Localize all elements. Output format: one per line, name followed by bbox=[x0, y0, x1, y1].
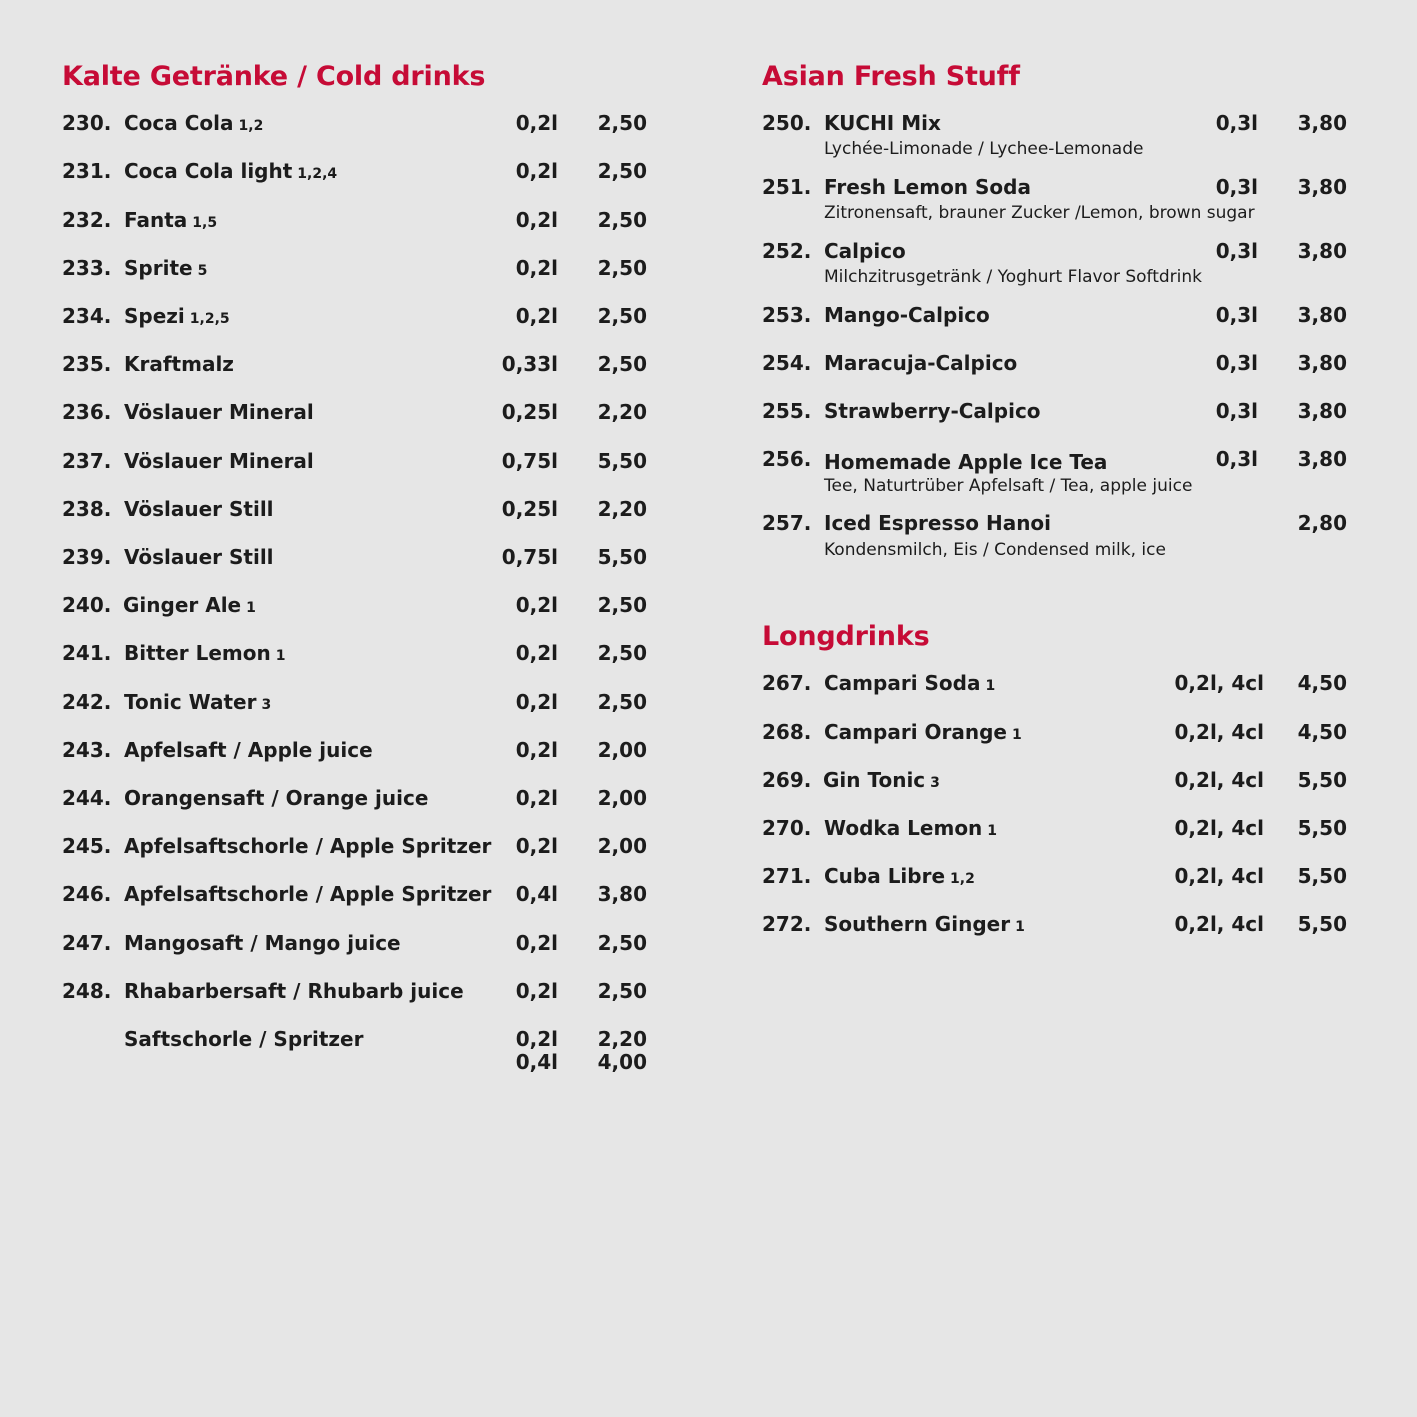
item-price: 2,20 bbox=[597, 400, 647, 424]
menu-item-246 bbox=[62, 881, 652, 907]
item-volume: 0,2l, 4cl bbox=[1174, 912, 1264, 936]
item-name: Bitter Lemon 1 bbox=[124, 641, 286, 665]
item-name: Mangosaft / Mango juice bbox=[124, 931, 401, 955]
item-number: 241. bbox=[62, 641, 112, 665]
menu-item-234 bbox=[62, 303, 652, 329]
item-name: Orangensaft / Orange juice bbox=[124, 786, 429, 810]
allergen-codes: 1 bbox=[1015, 919, 1025, 935]
allergen-codes: 3 bbox=[930, 775, 940, 791]
item-volume: 0,33l bbox=[501, 352, 558, 376]
item-volume: 0,4l bbox=[515, 882, 558, 906]
item-name: Tonic Water 3 bbox=[124, 690, 272, 714]
allergen-codes: 5 bbox=[197, 263, 208, 279]
menu-item-271 bbox=[762, 863, 1352, 889]
item-number: 251. bbox=[762, 175, 812, 199]
item-name: Sprite 5 bbox=[124, 256, 208, 280]
item-number: 248. bbox=[62, 979, 112, 1003]
item-number: 267. bbox=[762, 671, 812, 695]
item-price: 2,50 bbox=[597, 593, 647, 617]
allergen-codes: 1 bbox=[985, 678, 996, 694]
item-number: 247. bbox=[62, 931, 112, 955]
allergen-codes: 1 bbox=[987, 823, 998, 839]
item-price: 5,50 bbox=[1297, 816, 1347, 840]
item-name: Apfelsaftschorle / Apple Spritzer bbox=[124, 834, 492, 858]
item-name: Maracuja-Calpico bbox=[824, 351, 1018, 375]
menu-item-230 bbox=[62, 110, 652, 136]
item-volume: 0,2l bbox=[515, 208, 558, 232]
item-price: 2,00 bbox=[597, 786, 647, 810]
item-price: 4,50 bbox=[1297, 720, 1347, 744]
menu-item-268 bbox=[762, 719, 1352, 745]
item-volume: 0,2l, 4cl bbox=[1174, 671, 1264, 695]
item-number: 250. bbox=[762, 111, 812, 135]
item-description: Tee, Naturtrüber Apfelsaft / Tea, apple juice bbox=[824, 476, 1193, 496]
item-name: Vöslauer Still bbox=[124, 545, 274, 569]
allergen-codes: 1 bbox=[1012, 727, 1022, 743]
menu-item-269 bbox=[762, 767, 1352, 793]
item-number: 252. bbox=[762, 239, 812, 263]
item-number: 269. bbox=[762, 768, 812, 792]
item-volume: 0,2l bbox=[515, 690, 558, 714]
item-price: 3,80 bbox=[1297, 239, 1347, 263]
item-number: 238. bbox=[62, 497, 112, 521]
menu-item-248 bbox=[62, 978, 652, 1004]
menu-item-272 bbox=[762, 911, 1352, 937]
item-volume: 0,2l bbox=[515, 111, 558, 135]
allergen-codes: 1,2,5 bbox=[189, 311, 230, 327]
menu-item-233 bbox=[62, 255, 652, 281]
item-price: 2,80 bbox=[1297, 511, 1347, 535]
menu-item-232 bbox=[62, 207, 652, 233]
item-price: 2,50 bbox=[597, 931, 647, 955]
item-volume: 0,2l bbox=[515, 786, 558, 810]
menu-item-243 bbox=[62, 737, 652, 763]
item-volume: 0,25l bbox=[501, 497, 558, 521]
item-name: Vöslauer Still bbox=[124, 497, 274, 521]
item-name: Campari Soda 1 bbox=[824, 671, 996, 695]
menu-item-247 bbox=[62, 930, 652, 956]
item-name: Homemade Apple Ice Tea bbox=[824, 450, 1108, 474]
item-number: 233. bbox=[62, 256, 112, 280]
item-number: 246. bbox=[62, 882, 112, 906]
item-price: 2,00 bbox=[597, 834, 647, 858]
item-number: 232. bbox=[62, 208, 112, 232]
item-name: Saftschorle / Spritzer bbox=[124, 1027, 364, 1051]
allergen-codes: 1,2 bbox=[950, 871, 975, 887]
menu-item-267 bbox=[762, 670, 1352, 696]
cold-drinks-title: Kalte Getränke / Cold drinks bbox=[62, 61, 486, 92]
item-volume: 0,2l bbox=[515, 834, 558, 858]
item-name: Fanta 1,5 bbox=[124, 208, 218, 232]
menu-item-236 bbox=[62, 399, 652, 425]
menu-item-257 bbox=[762, 510, 1352, 536]
item-price: 3,80 bbox=[1297, 303, 1347, 327]
menu-item-242 bbox=[62, 689, 652, 715]
item-price: 2,00 bbox=[597, 738, 647, 762]
item-name: Vöslauer Mineral bbox=[124, 400, 314, 424]
item-volume: 0,2l bbox=[515, 593, 558, 617]
item-price: 3,80 bbox=[1297, 399, 1347, 423]
item-price: 2,50 bbox=[597, 641, 647, 665]
item-price: 2,50 bbox=[597, 111, 647, 135]
item-volume: 0,2l, 4cl bbox=[1174, 720, 1264, 744]
item-price: 5,50 bbox=[597, 545, 647, 569]
menu-item-244 bbox=[62, 785, 652, 811]
item-price: 3,80 bbox=[1297, 351, 1347, 375]
item-volume: 0,2l bbox=[515, 738, 558, 762]
item-name: Coca Cola light 1,2,4 bbox=[124, 159, 338, 183]
menu-item-241 bbox=[62, 640, 652, 666]
item-volume: 0,2l bbox=[515, 159, 558, 183]
item-number: 254. bbox=[762, 351, 812, 375]
item-price: 2,50 bbox=[597, 256, 647, 280]
item-name: KUCHI Mix bbox=[824, 111, 941, 135]
item-number: 239. bbox=[62, 545, 112, 569]
item-price: 2,20 bbox=[597, 497, 647, 521]
item-number: 256. bbox=[762, 447, 812, 471]
item-description: Zitronensaft, brauner Zucker /Lemon, brown sugar bbox=[824, 203, 1255, 223]
item-number: 270. bbox=[762, 816, 812, 840]
item-price: 5,50 bbox=[1297, 864, 1347, 888]
item-price: 5,50 bbox=[597, 449, 647, 473]
item-number: 244. bbox=[62, 786, 112, 810]
allergen-codes: 3 bbox=[261, 697, 272, 713]
item-name: Strawberry-Calpico bbox=[824, 399, 1041, 423]
menu-item-254 bbox=[762, 350, 1352, 376]
item-number: 240. bbox=[62, 593, 112, 617]
item-volume: 0,2l bbox=[515, 256, 558, 280]
item-name: Spezi 1,2,5 bbox=[124, 304, 230, 328]
item-name: Fresh Lemon Soda bbox=[824, 175, 1031, 199]
item-number: 242. bbox=[62, 690, 112, 714]
menu-item-270 bbox=[762, 815, 1352, 841]
menu-item-237 bbox=[62, 448, 652, 474]
item-price: 4,00 bbox=[597, 1050, 647, 1074]
allergen-codes: 1 bbox=[275, 648, 286, 664]
item-volume: 0,75l bbox=[501, 449, 558, 473]
item-name: Wodka Lemon 1 bbox=[824, 816, 998, 840]
menu-item-239 bbox=[62, 544, 652, 570]
item-volume: 0,2l bbox=[515, 304, 558, 328]
menu-item-251 bbox=[762, 174, 1352, 200]
menu-item-252 bbox=[762, 238, 1352, 264]
item-price: 2,50 bbox=[597, 208, 647, 232]
item-volume: 0,3l bbox=[1215, 111, 1258, 135]
asian-fresh-title: Asian Fresh Stuff bbox=[762, 61, 1020, 92]
menu-item-250 bbox=[762, 110, 1352, 136]
item-price: 2,50 bbox=[597, 304, 647, 328]
menu-item-240 bbox=[62, 592, 652, 618]
item-price: 5,50 bbox=[1297, 912, 1347, 936]
item-price: 2,50 bbox=[597, 352, 647, 376]
allergen-codes: 1 bbox=[246, 600, 256, 616]
item-name: Campari Orange 1 bbox=[824, 720, 1022, 744]
item-number: 272. bbox=[762, 912, 812, 936]
item-volume: 0,3l bbox=[1215, 399, 1258, 423]
item-number: 237. bbox=[62, 449, 112, 473]
item-volume: 0,2l bbox=[515, 1027, 558, 1051]
item-description: Lychée-Limonade / Lychee-Lemonade bbox=[824, 139, 1144, 159]
item-number: 245. bbox=[62, 834, 112, 858]
item-price: 2,50 bbox=[597, 690, 647, 714]
allergen-codes: 1,2 bbox=[238, 118, 264, 134]
item-volume: 0,3l bbox=[1215, 447, 1258, 471]
item-number: 271. bbox=[762, 864, 812, 888]
allergen-codes: 1,5 bbox=[192, 215, 218, 231]
item-name: Vöslauer Mineral bbox=[124, 449, 314, 473]
item-volume: 0,3l bbox=[1215, 175, 1258, 199]
allergen-codes: 1,2,4 bbox=[297, 166, 338, 182]
item-price: 5,50 bbox=[1297, 768, 1347, 792]
menu-item-253 bbox=[762, 302, 1352, 328]
menu-item-238 bbox=[62, 496, 652, 522]
menu-item-256 bbox=[762, 446, 1352, 472]
item-number: 230. bbox=[62, 111, 112, 135]
longdrinks-title: Longdrinks bbox=[762, 621, 930, 652]
item-description: Milchzitrusgetränk / Yoghurt Flavor Softdrink bbox=[824, 267, 1203, 287]
item-volume: 0,25l bbox=[501, 400, 558, 424]
item-number: 235. bbox=[62, 352, 112, 376]
item-number: 234. bbox=[62, 304, 112, 328]
item-volume: 0,2l, 4cl bbox=[1174, 816, 1264, 840]
item-volume: 0,2l bbox=[515, 979, 558, 1003]
item-name: Gin Tonic 3 bbox=[823, 768, 940, 792]
menu-item-255 bbox=[762, 398, 1352, 424]
item-number: 268. bbox=[762, 720, 812, 744]
item-volume: 0,2l, 4cl bbox=[1174, 768, 1264, 792]
item-description: Kondensmilch, Eis / Condensed milk, ice bbox=[824, 540, 1166, 560]
item-price: 4,50 bbox=[1297, 671, 1347, 695]
item-name: Coca Cola 1,2 bbox=[124, 111, 264, 135]
item-name: Rhabarbersaft / Rhubarb juice bbox=[124, 979, 464, 1003]
item-price: 2,20 bbox=[597, 1027, 647, 1051]
item-volume: 0,75l bbox=[501, 545, 558, 569]
item-name: Iced Espresso Hanoi bbox=[824, 511, 1052, 535]
item-price: 2,50 bbox=[597, 159, 647, 183]
item-volume: 0,3l bbox=[1215, 351, 1258, 375]
item-number: 231. bbox=[62, 159, 112, 183]
menu-item-spritzer bbox=[62, 1026, 652, 1076]
item-name: Southern Ginger 1 bbox=[824, 912, 1025, 936]
item-name: Mango-Calpico bbox=[824, 303, 990, 327]
item-name: Kraftmalz bbox=[124, 352, 234, 376]
item-number: 255. bbox=[762, 399, 812, 423]
item-name: Apfelsaft / Apple juice bbox=[124, 738, 373, 762]
item-volume: 0,3l bbox=[1215, 239, 1258, 263]
item-price: 3,80 bbox=[1297, 175, 1347, 199]
menu-item-235 bbox=[62, 351, 652, 377]
item-number: 243. bbox=[62, 738, 112, 762]
item-volume: 0,2l, 4cl bbox=[1174, 864, 1264, 888]
item-price: 3,80 bbox=[1297, 111, 1347, 135]
item-volume: 0,4l bbox=[515, 1050, 558, 1074]
item-name: Cuba Libre 1,2 bbox=[824, 864, 975, 888]
item-number: 257. bbox=[762, 511, 812, 535]
item-price: 3,80 bbox=[1297, 447, 1347, 471]
item-name: Apfelsaftschorle / Apple Spritzer bbox=[124, 882, 492, 906]
menu-item-231 bbox=[62, 158, 652, 184]
item-price: 3,80 bbox=[597, 882, 647, 906]
item-volume: 0,3l bbox=[1215, 303, 1258, 327]
item-number: 253. bbox=[762, 303, 812, 327]
item-volume: 0,2l bbox=[515, 641, 558, 665]
item-price: 2,50 bbox=[597, 979, 647, 1003]
item-number: 236. bbox=[62, 400, 112, 424]
item-volume: 0,2l bbox=[515, 931, 558, 955]
item-name: Calpico bbox=[824, 239, 906, 263]
item-name: Ginger Ale 1 bbox=[123, 593, 256, 617]
menu-item-245 bbox=[62, 833, 652, 859]
